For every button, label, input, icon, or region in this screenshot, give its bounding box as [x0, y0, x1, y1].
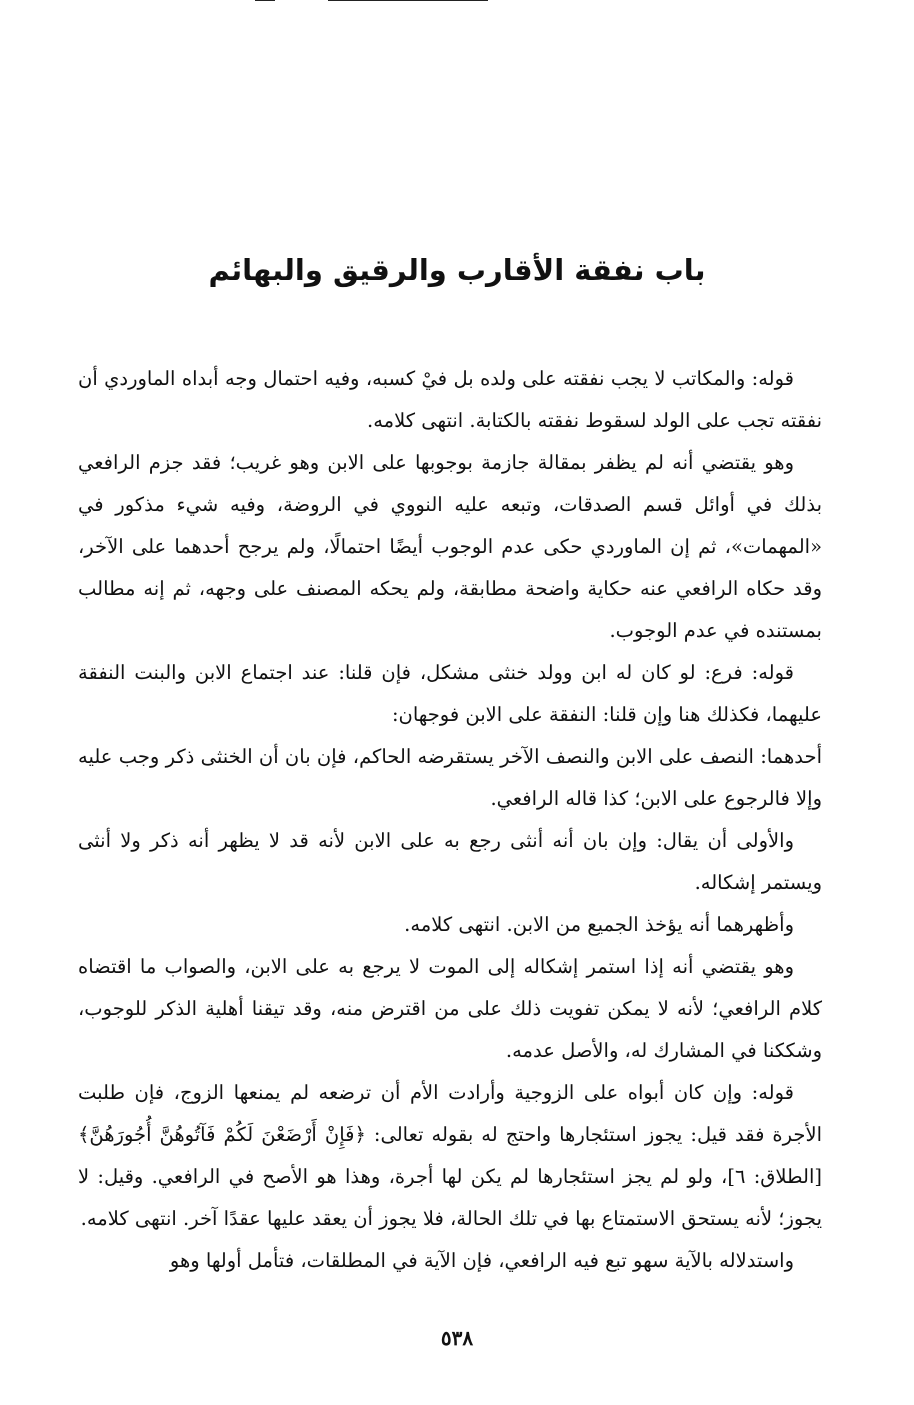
paragraph-8: قوله: وإن كان أبواه على الزوجية وأرادت الأم أن ترضعه لم يمنعها الزوج، فإن طلبت الأجرة فقد قيل: يجوز استئجارها واحتج له بقوله تعالى: ﴿فَإِنْ أَرْضَعْنَ لَكُمْ فَآتُوهُنَّ أُجُورَهُنَّ﴾ [الطلاق: ٦]، ولو لم يجز استئجارها لم يكن لها أجرة، وهذا هو الأصح في الرافعي. وقيل: لا يجوز؛ لأنه يستحق الاستمتاع بها في تلك الحالة، فلا يجوز أن يعقد عليها عقدًا آخر. انتهى كلامه.: [78, 1081, 822, 1230]
page-number: ٥٣٨: [440, 1326, 474, 1350]
paragraph-1: قوله: والمكاتب لا يجب نفقته على ولده بل فيْ كسبه، وفيه احتمال وجه أبداه الماوردي أن نفقته تجب على الولد لسقوط نفقته بالكتابة. انتهى كلامه.: [78, 367, 822, 432]
paragraph-3: قوله: فرع: لو كان له ابن وولد خنثى مشكل، فإن قلنا: عند اجتماع الابن والبنت النفقة عليهما، فكذلك هنا وإن قلنا: النفقة على الابن فوجهان:: [78, 661, 822, 726]
header-rule-short: [255, 0, 275, 1]
paragraph-6: وأظهرهما أنه يؤخذ الجميع من الابن. انتهى كلامه.: [404, 913, 794, 936]
body-text: [78, 358, 822, 1282]
paragraph-2: وهو يقتضي أنه لم يظفر بمقالة جازمة بوجوبها على الابن وهو غريب؛ فقد جزم الرافعي بذلك في أوائل قسم الصدقات، وتبعه عليه النووي في الروضة، وفيه شيء مذكور في «المهمات»، ثم إن الماوردي حكى عدم الوجوب أيضًا احتمالًا، ولم يرجح أحدهما على الآخر، وقد حكاه الرافعي عنه حكاية واضحة مطابقة، ولم يحكه المصنف على وجهه، ثم إنه مطالب بمستنده في عدم الوجوب.: [78, 451, 822, 642]
paragraph-7: وهو يقتضي أنه إذا استمر إشكاله إلى الموت لا يرجع به على الابن، والصواب ما اقتضاه كلام الرافعي؛ لأنه لا يمكن تفويت ذلك على من اقترض منه، وقد تيقنا أهلية الذكر للوجوب، وشككنا في المشارك له، والأصل عدمه.: [78, 955, 822, 1062]
chapter-title: باب نفقة الأقارب والرقيق والبهائم: [208, 253, 706, 287]
paragraph-5: والأولى أن يقال: وإن بان أنه أنثى رجع به على الابن لأنه قد لا يظهر أنه ذكر ولا أنثى ويستمر إشكاله.: [78, 829, 822, 894]
paragraph-4: أحدهما: النصف على الابن والنصف الآخر يستقرضه الحاكم، فإن بان أن الخنثى ذكر وجب عليه وإلا فالرجوع على الابن؛ كذا قاله الرافعي.: [78, 745, 822, 810]
paragraph-9: واستدلاله بالآية سهو تبع فيه الرافعي، فإن الآية في المطلقات، فتأمل أولها وهو: [169, 1249, 794, 1272]
header-rule-long: [328, 0, 488, 1]
